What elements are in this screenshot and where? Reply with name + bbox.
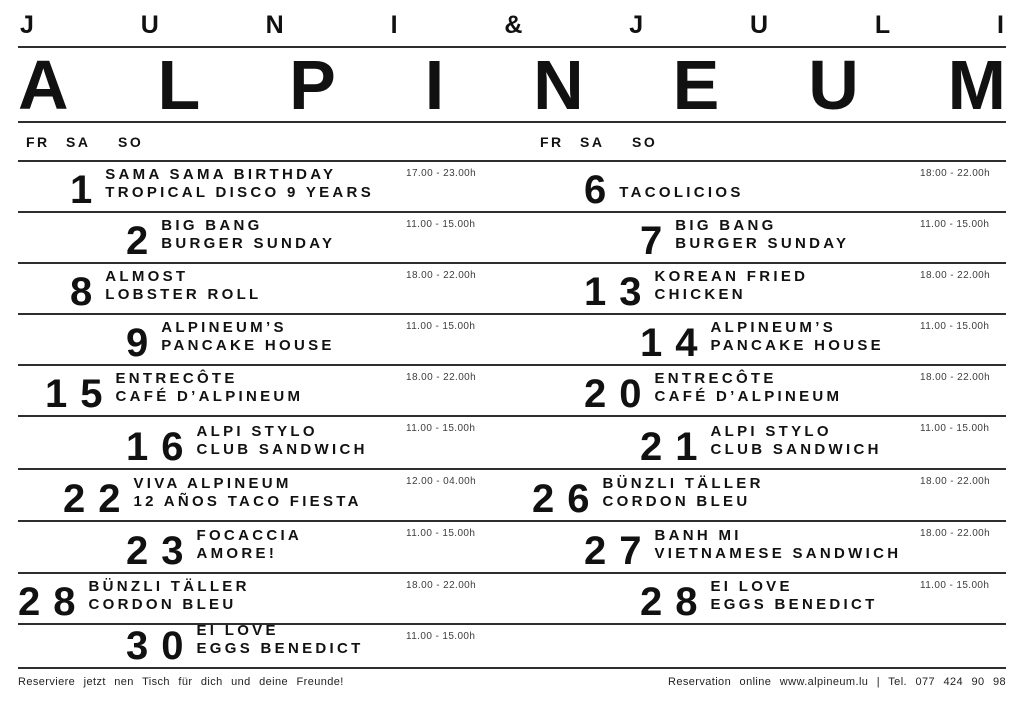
event-row xyxy=(18,262,1006,313)
event-title-line: PANCAKE HOUSE xyxy=(710,337,884,354)
event-time: 11.00 - 15.00h xyxy=(406,423,476,434)
event-time: 11.00 - 15.00h xyxy=(406,631,476,642)
event-entry xyxy=(126,423,368,469)
footer xyxy=(18,669,1006,688)
event-time: 18.00 - 22.00h xyxy=(920,270,991,281)
column-gap xyxy=(492,315,532,364)
event-title-line: CAFÉ D’ALPINEUM xyxy=(115,388,304,405)
weekday-label: FR xyxy=(540,134,564,150)
event-title-line: TROPICAL DISCO 9 YEARS xyxy=(105,184,374,201)
event-time: 18.00 - 22.00h xyxy=(920,476,991,487)
event-entry xyxy=(584,370,843,416)
month-letter: & xyxy=(504,11,523,39)
event-entry xyxy=(584,527,902,573)
event-title xyxy=(711,423,882,459)
event-time: 18.00 - 22.00h xyxy=(406,580,477,591)
event-title-line: ALPI STYLO xyxy=(196,423,318,440)
day-number: 26 xyxy=(532,477,603,521)
event-title xyxy=(655,268,809,304)
event-title-line: CHICKEN xyxy=(654,286,746,303)
event-cell-left xyxy=(18,366,492,415)
brand-letter: E xyxy=(672,45,720,124)
weekday-label: SO xyxy=(632,134,658,150)
weekday-label: FR xyxy=(26,134,50,150)
event-time: 18.00 - 22.00h xyxy=(406,372,477,383)
event-title-line: KOREAN FRIED xyxy=(654,268,809,285)
event-title-line: ALPINEUM’S xyxy=(710,319,837,336)
event-entry xyxy=(18,578,250,624)
event-cell-right xyxy=(532,315,1006,364)
event-cell-left xyxy=(18,162,492,211)
column-gap xyxy=(492,366,532,415)
event-title-line: BANH MI xyxy=(654,527,742,544)
event-row xyxy=(18,160,1006,211)
event-title-line: BURGER SUNDAY xyxy=(675,235,850,252)
event-entry xyxy=(532,475,764,521)
day-number: 1 xyxy=(70,168,106,212)
event-cell-right xyxy=(532,574,1006,623)
month-letter: U xyxy=(140,11,159,39)
day-number: 30 xyxy=(126,624,197,668)
event-cell-right xyxy=(532,264,1006,313)
event-cell-right xyxy=(532,213,1006,262)
month-letter: N xyxy=(265,11,284,39)
event-row xyxy=(18,623,1006,667)
event-title-line: SAMA SAMA BIRTHDAY xyxy=(105,166,337,183)
event-time: 11.00 - 15.00h xyxy=(406,321,476,332)
event-entry xyxy=(70,268,262,314)
day-number: 20 xyxy=(584,372,655,416)
event-row xyxy=(18,313,1006,364)
event-cell-left xyxy=(18,417,492,468)
brand-letter: U xyxy=(808,45,859,124)
month-letter: J xyxy=(20,11,34,39)
day-number: 8 xyxy=(70,270,106,314)
event-row xyxy=(18,572,1006,623)
event-title xyxy=(197,622,364,658)
event-time: 11.00 - 15.00h xyxy=(920,321,990,332)
event-title-line: ENTRECÔTE xyxy=(115,370,238,387)
day-number: 2 xyxy=(126,219,162,263)
event-title xyxy=(711,578,878,614)
event-title-line: ALMOST xyxy=(105,268,189,285)
event-cell-left xyxy=(18,264,492,313)
event-time: 18.00 - 22.00h xyxy=(920,372,991,383)
brand-letter: I xyxy=(424,45,445,124)
day-number: 28 xyxy=(18,580,89,624)
weekday-header-left xyxy=(18,123,492,160)
event-title-line: EGGS BENEDICT xyxy=(196,640,364,657)
column-gap xyxy=(492,470,532,520)
event-title-line: ALPI STYLO xyxy=(710,423,832,440)
event-cell-right xyxy=(532,522,1006,572)
event-title xyxy=(603,475,764,511)
day-number: 16 xyxy=(126,425,197,469)
column-gap xyxy=(492,574,532,623)
column-gap xyxy=(492,213,532,262)
event-entry xyxy=(126,527,303,573)
event-row xyxy=(18,468,1006,520)
brand-letter: N xyxy=(533,45,584,124)
event-row xyxy=(18,211,1006,262)
day-number: 14 xyxy=(640,321,711,365)
event-entry xyxy=(640,423,882,469)
event-title xyxy=(89,578,250,614)
event-title xyxy=(105,268,261,304)
event-title xyxy=(655,527,902,563)
event-entry xyxy=(584,168,744,212)
event-title xyxy=(116,370,304,406)
event-title-line: ALPINEUM’S xyxy=(161,319,287,336)
event-cell-right xyxy=(532,366,1006,415)
event-cell-left xyxy=(18,213,492,262)
footer-reservation-left: Reserviere jetzt nen Tisch für dich und deine Freunde! xyxy=(18,676,344,688)
event-title xyxy=(655,370,843,406)
event-time: 18.00 - 22.00h xyxy=(920,528,991,539)
event-title-line: CLUB SANDWICH xyxy=(196,441,368,458)
event-time: 11.00 - 15.00h xyxy=(920,580,990,591)
day-number: 22 xyxy=(63,477,134,521)
event-cell-left xyxy=(18,574,492,623)
event-title-line: VIETNAMESE SANDWICH xyxy=(654,545,902,562)
day-number: 13 xyxy=(584,270,655,314)
month-letter: U xyxy=(750,11,769,39)
event-cell-right xyxy=(532,162,1006,211)
day-number: 23 xyxy=(126,529,197,573)
brand-letter: P xyxy=(289,45,336,124)
brand-letter: M xyxy=(947,45,1006,124)
event-title-line: BURGER SUNDAY xyxy=(161,235,336,252)
month-letter: I xyxy=(997,11,1004,39)
event-title-line: FOCACCIA xyxy=(196,527,303,544)
month-letter: J xyxy=(629,11,644,39)
column-gap xyxy=(492,417,532,468)
event-title-line: PANCAKE HOUSE xyxy=(161,337,335,354)
event-title xyxy=(161,319,334,355)
event-title-line: BÜNZLI TÄLLER xyxy=(602,475,764,492)
footer-reservation-right: Reservation online www.alpineum.lu | Tel. 077 424 90 98 xyxy=(668,676,1006,688)
day-number: 28 xyxy=(640,580,711,624)
event-row xyxy=(18,415,1006,468)
event-time: 11.00 - 15.00h xyxy=(406,528,476,539)
event-cell-right xyxy=(532,625,1006,667)
day-number: 7 xyxy=(640,219,676,263)
event-cell-left xyxy=(18,470,492,520)
column-gap xyxy=(492,522,532,572)
event-title-line: BIG BANG xyxy=(675,217,777,234)
event-time: 18:00 - 22.00h xyxy=(920,168,991,179)
weekday-header-right xyxy=(532,123,1006,160)
event-time: 12.00 - 04.00h xyxy=(406,476,477,487)
event-cell-right xyxy=(532,470,1006,520)
event-title-line: EI LOVE xyxy=(196,622,279,639)
event-title-line: EGGS BENEDICT xyxy=(710,596,878,613)
event-row xyxy=(18,520,1006,572)
event-cell-left xyxy=(18,622,492,668)
column-gap xyxy=(492,162,532,211)
event-row xyxy=(18,364,1006,415)
event-title-line: 12 AÑOS TACO FIESTA xyxy=(133,493,362,510)
calendar-rows xyxy=(18,160,1006,669)
event-title-line: LOBSTER ROLL xyxy=(105,286,262,303)
event-title xyxy=(105,166,374,202)
event-entry xyxy=(45,370,304,416)
event-time: 11.00 - 15.00h xyxy=(920,423,990,434)
event-title xyxy=(134,475,362,511)
event-time: 11.00 - 15.00h xyxy=(406,219,476,230)
day-number: 27 xyxy=(584,529,655,573)
event-entry xyxy=(126,319,335,365)
day-number: 6 xyxy=(584,168,620,212)
event-time: 11.00 - 15.00h xyxy=(920,219,990,230)
event-cell-left xyxy=(18,522,492,572)
month-title xyxy=(18,10,1006,48)
event-title xyxy=(619,184,743,202)
weekday-label: SO xyxy=(118,134,144,150)
event-time: 18.00 - 22.00h xyxy=(406,270,477,281)
event-cell-right xyxy=(532,417,1006,468)
event-title xyxy=(675,217,849,253)
event-entry xyxy=(640,319,884,365)
event-entry xyxy=(70,166,374,212)
weekday-label: SA xyxy=(66,134,91,150)
event-entry xyxy=(640,217,850,263)
month-letter: I xyxy=(390,11,398,39)
event-entry xyxy=(126,217,336,263)
event-title-line: CORDON BLEU xyxy=(88,596,237,613)
brand-letter: L xyxy=(157,45,201,124)
column-gap xyxy=(492,625,532,667)
event-time: 17.00 - 23.00h xyxy=(406,168,477,179)
day-number: 9 xyxy=(126,321,162,365)
event-title-line: TACOLICIOS xyxy=(619,184,744,201)
event-title-line: CLUB SANDWICH xyxy=(710,441,882,458)
month-letter: L xyxy=(874,11,891,39)
event-title-line: EI LOVE xyxy=(710,578,793,595)
event-title xyxy=(197,527,303,563)
day-number: 15 xyxy=(45,372,116,416)
column-gap xyxy=(492,264,532,313)
event-title xyxy=(711,319,884,355)
event-title-line: AMORE! xyxy=(196,545,278,562)
event-title-line: CAFÉ D’ALPINEUM xyxy=(654,388,843,405)
brand-letter: A xyxy=(18,45,69,124)
column-gap xyxy=(492,123,532,160)
event-entry xyxy=(640,578,878,624)
weekday-label: SA xyxy=(580,134,605,150)
event-cell-left xyxy=(18,315,492,364)
brand-title xyxy=(18,45,1006,124)
event-entry xyxy=(63,475,362,521)
weekday-header xyxy=(18,123,1006,160)
event-title xyxy=(161,217,335,253)
event-title-line: BÜNZLI TÄLLER xyxy=(88,578,250,595)
day-number: 21 xyxy=(640,425,711,469)
event-entry xyxy=(126,622,364,668)
event-title-line: CORDON BLEU xyxy=(602,493,751,510)
event-title-line: BIG BANG xyxy=(161,217,263,234)
event-entry xyxy=(584,268,809,314)
event-title xyxy=(197,423,368,459)
event-title-line: VIVA ALPINEUM xyxy=(133,475,292,492)
event-title-line: ENTRECÔTE xyxy=(654,370,777,387)
